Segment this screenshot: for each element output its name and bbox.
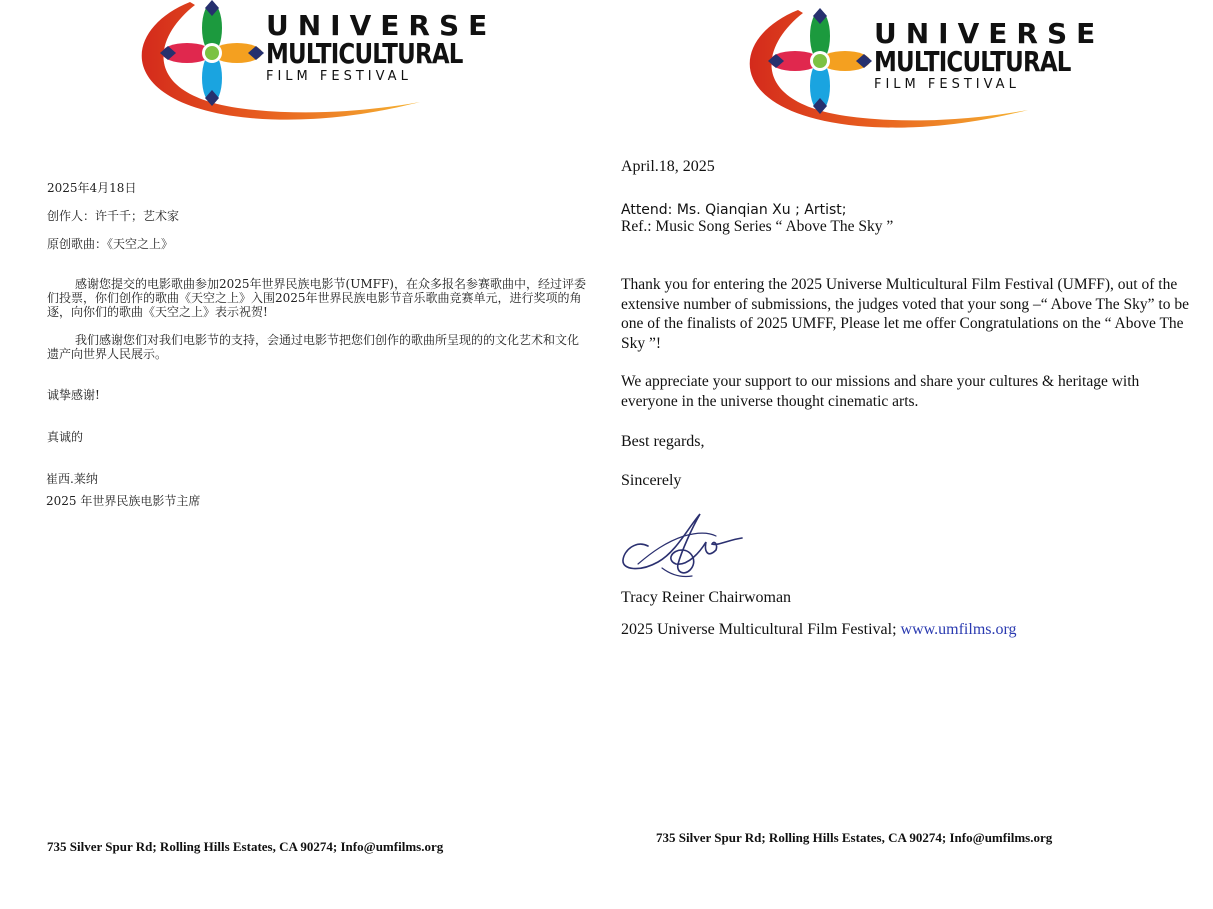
en-paragraph-2: We appreciate your support to our missions and share your cultures & heritage with everyone in the universe thought cinematic arts. [621,373,1140,410]
cn-date: 2025年4月18日 [47,181,137,195]
logo-film-festival-text: FILM FESTIVAL [874,77,1020,92]
en-regards: Best regards, [621,433,705,450]
cn-paragraph-1: 感谢您提交的电影歌曲参加2025年世界民族电影节(UMFF)，在众多报名参赛歌曲中，经过评委们投票，你们创作的歌曲《天空之上》入围2025年世界民族电影节音乐歌曲竞赛单元，进行奖项的角逐，向你们的歌曲《天空之上》表示祝贺! [47,277,586,319]
logo-multicultural-text: MULTICULTURAL [874,45,1071,78]
en-attend-line: Attend: Ms. Qianqian Xu ; Artist; [621,202,847,218]
en-ref-line: Ref.: Music Song Series “ Above The Sky ” [621,218,894,235]
logo-wordmark [874,17,1114,94]
en-org-line [621,620,1017,640]
en-signer: Tracy Reiner Chairwoman [621,589,792,606]
chinese-letter-page [0,0,606,909]
en-sincerely: Sincerely [621,472,682,489]
signature-image [618,506,748,580]
cn-signer-title: 2025 年世界民族电影节主席 [46,494,201,508]
logo-multicultural-text: MULTICULTURAL [266,37,463,70]
en-paragraph-1: Thank you for entering the 2025 Universe Multicultural Film Festival (UMFF), out of the extensive number of submissions, the judges voted that your song –“ Above The Sky” to be one of the finalists of 2025 UMFF, Please let me offer Congratulations on the “ Above The Sky ”! [621,276,1189,352]
cn-sincerely: 真诚的 [47,430,84,444]
cn-signer: 崔西.莱纳 [46,472,98,486]
festival-logo-left [120,0,497,130]
festival-logo-right [728,8,1105,138]
logo-universe-text: UNIVERSE [874,17,1105,50]
cn-author-line: 创作人：许千千；艺术家 [47,209,180,223]
cn-footer-address: 735 Silver Spur Rd; Rolling Hills Estates, CA 90274; Info@umfilms.org [47,839,444,854]
logo-wordmark [266,9,506,86]
cn-thanks: 诚挚感谢! [47,388,100,402]
en-footer-address: 735 Silver Spur Rd; Rolling Hills Estates, CA 90274; Info@umfilms.org [656,830,1053,845]
cn-paragraph-2: 我们感谢您们对我们电影节的支持，会通过电影节把您们创作的歌曲所呈现的的文化艺术和文化遗产向世界人民展示。 [47,333,580,361]
website-link[interactable]: www.umfilms.org [900,621,1017,638]
english-letter-page [606,0,1213,909]
cn-song-line: 原创歌曲：《天空之上》 [47,237,174,251]
logo-film-festival-text: FILM FESTIVAL [266,69,412,84]
en-org-name: 2025 Universe Multicultural Film Festival; [621,621,901,638]
en-date: April.18, 2025 [621,158,715,175]
logo-universe-text: UNIVERSE [266,9,497,42]
